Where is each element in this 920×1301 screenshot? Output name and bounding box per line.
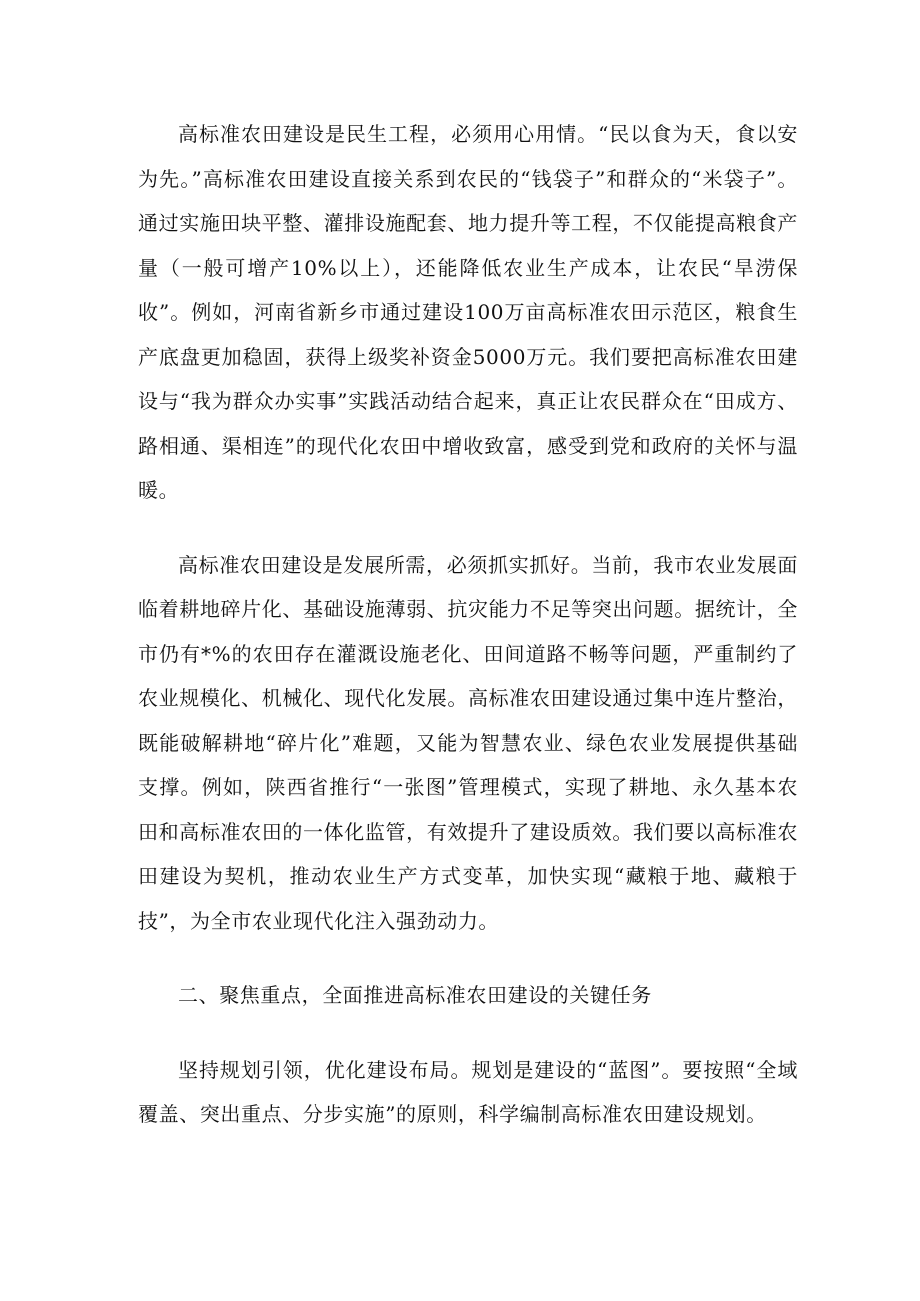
document-body xyxy=(138,112,798,1137)
paragraph-development-needs: 高标准农田建设是发展所需，必须抓实抓好。当前，我市农业发展面临着耕地碎片化、基础设施薄弱、抗灾能力不足等突出问题。据统计，全市仍有*%的农田存在灌溉设施老化、田间道路不畅等问题，严重制约了农业规模化、机械化、现代化发展。高标准农田建设通过集中连片整治，既能破解耕地“碎片化”难题，又能为智慧农业、绿色农业发展提供基础支撑。例如，陕西省推行“一张图”管理模式，实现了耕地、永久基本农田和高标准农田的一体化监管，有效提升了建设质效。我们要以高标准农田建设为契机，推动农业生产方式变革，加快实现“藏粮于地、藏粮于技”，为全市农业现代化注入强劲动力。 xyxy=(138,552,798,933)
section-heading: 二、聚焦重点，全面推进高标准农田建设的关键任务 xyxy=(178,983,652,1007)
paragraph-livelihood-project: 高标准农田建设是民生工程，必须用心用情。“民以食为天，食以安为先。”高标准农田建设直接关系到农民的“钱袋子”和群众的“米袋子”。通过实施田块平整、灌排设施配套、地力提升等工程，不仅能提高粮食产量（一般可增产10%以上），还能降低农业生产成本，让农民“旱涝保收”。例如，河南省新乡市通过建设100万亩高标准农田示范区，粮食生产底盘更加稳固，获得上级奖补资金5000万元。我们要把高标准农田建设与“我为群众办实事”实践活动结合起来，真正让农民群众在“田成方、路相通、渠相连”的现代化农田中增收致富，感受到党和政府的关怀与温暖。 xyxy=(138,122,798,502)
paragraph-planning-guidance: 坚持规划引领，优化建设布局。规划是建设的“蓝图”。要按照“全域覆盖、突出重点、分步实施”的原则，科学编制高标准农田建设规划。 xyxy=(138,1057,798,1126)
